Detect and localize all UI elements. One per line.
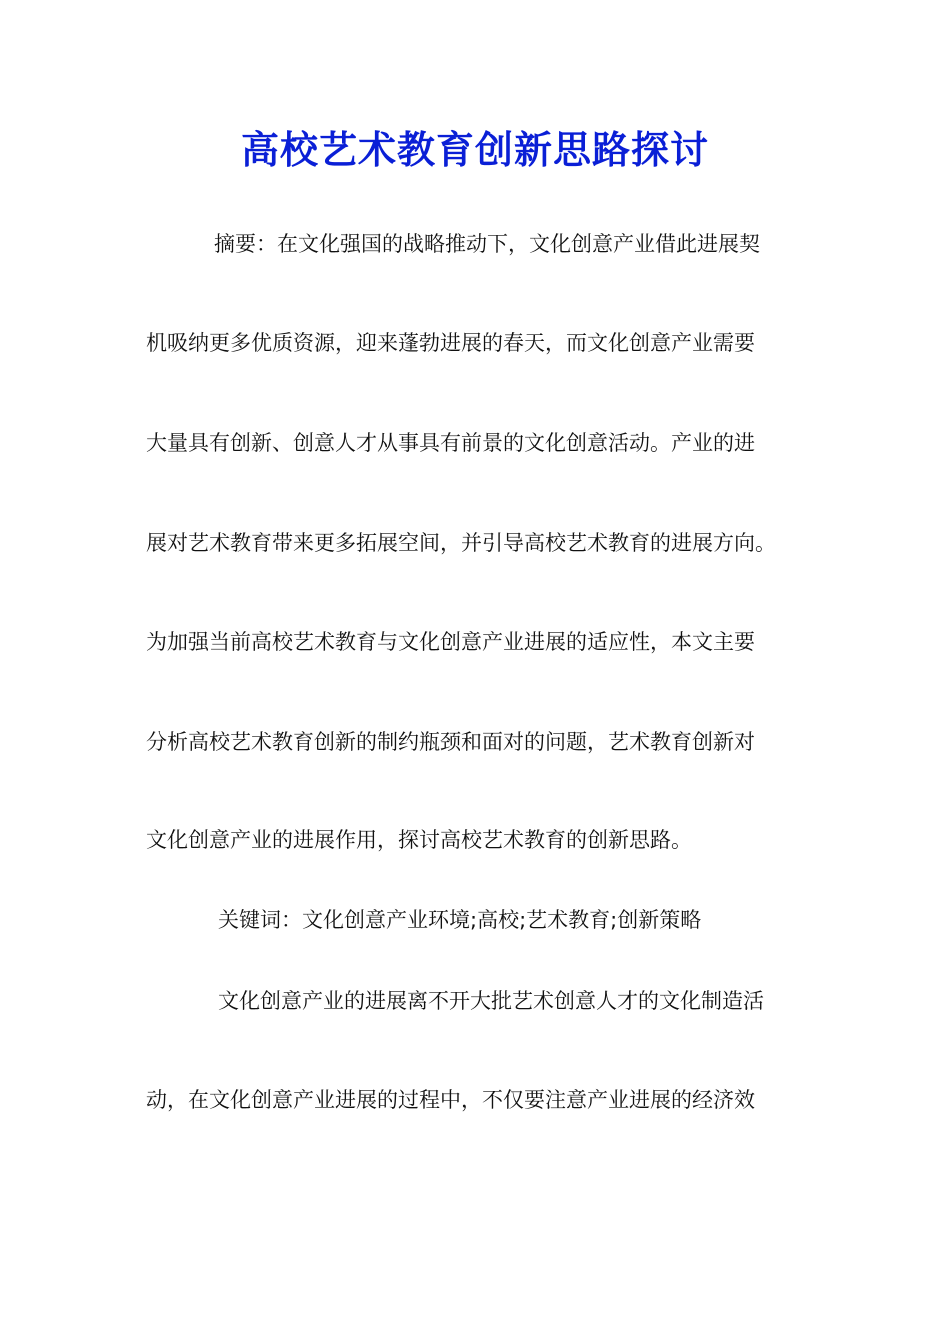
abstract-line-3: 大量具有创新、创意人才从事具有前景的文化创意活动。产业的进 bbox=[146, 431, 755, 455]
abstract-line-1: 摘要：在文化强国的战略推动下，文化创意产业借此进展契 bbox=[214, 232, 760, 256]
body-text-1: 文化创意产业的进展离不开大批艺术创意人才的文化制造活 bbox=[218, 989, 764, 1013]
abstract-line-6: 分析高校艺术教育创新的制约瓶颈和面对的问题，艺术教育创新对 bbox=[146, 730, 755, 754]
abstract-line-7: 文化创意产业的进展作用，探讨高校艺术教育的创新思路。 bbox=[146, 828, 692, 852]
document-title: 高校艺术教育创新思路探讨 bbox=[240, 127, 709, 172]
keywords-text: 关键词：文化创意产业环境;高校;艺术教育;创新策略 bbox=[218, 908, 702, 932]
abstract-line-4: 展对艺术教育带来更多拓展空间，并引导高校艺术教育的进展方向。 bbox=[146, 531, 776, 555]
body-text-2: 动，在文化创意产业进展的过程中，不仅要注意产业进展的经济效 bbox=[146, 1088, 755, 1112]
abstract-line-2: 机吸纳更多优质资源，迎来蓬勃进展的春天，而文化创意产业需要 bbox=[146, 331, 755, 355]
abstract-line-5: 为加强当前高校艺术教育与文化创意产业进展的适应性，本文主要 bbox=[146, 630, 755, 654]
